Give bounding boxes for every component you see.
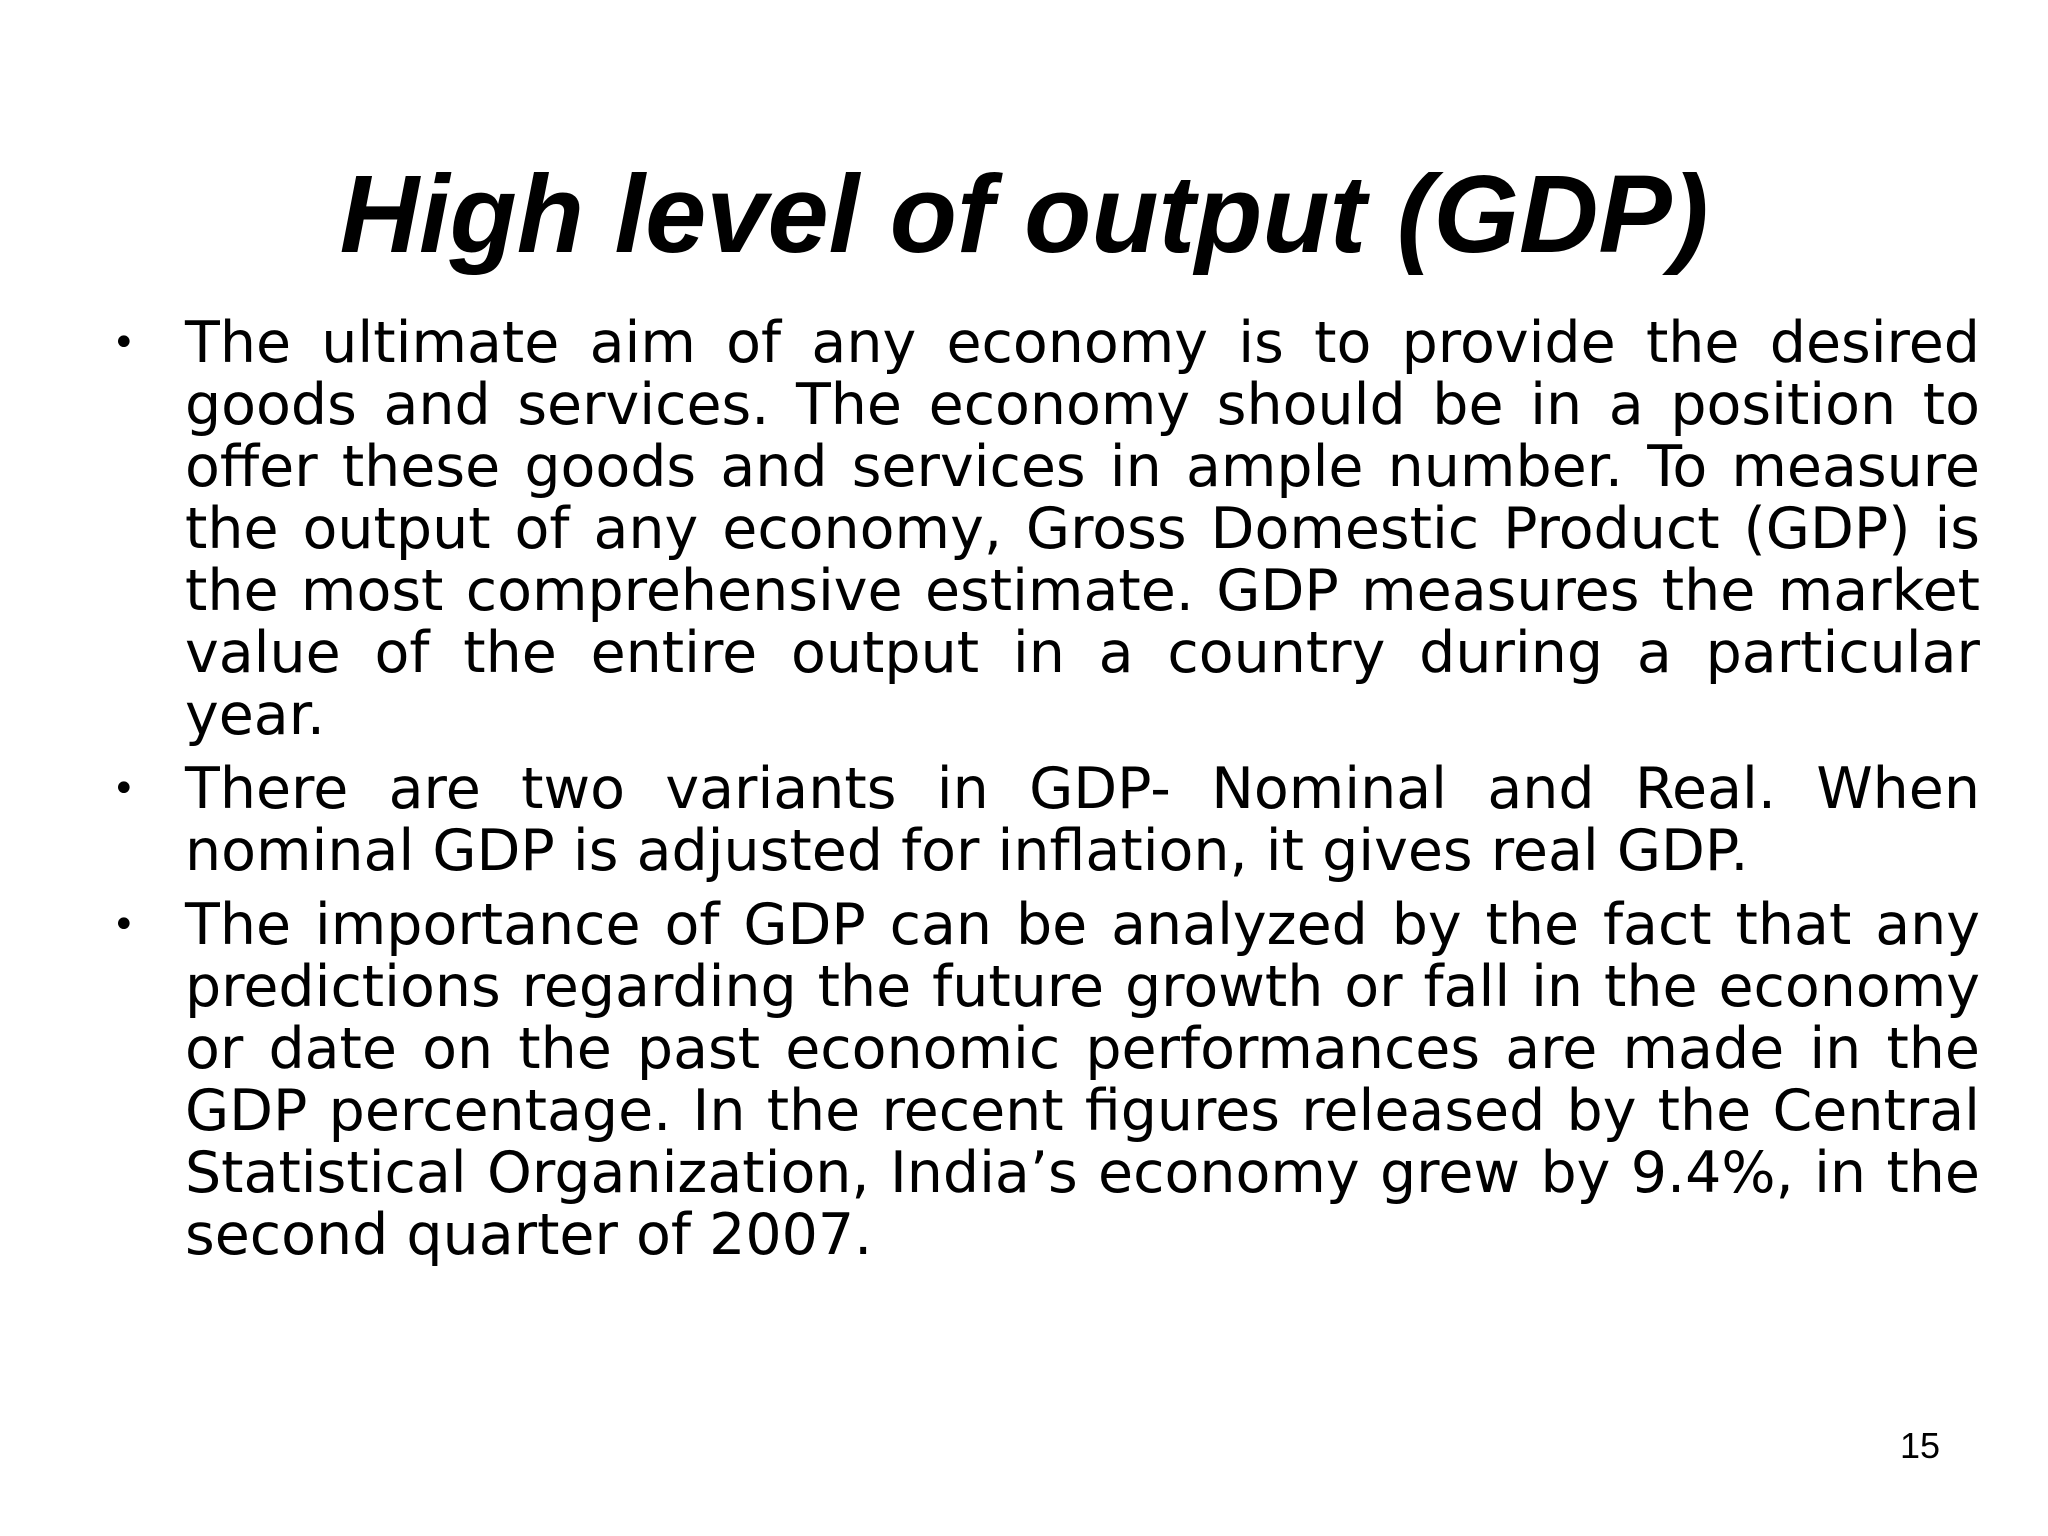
bullet-icon: • <box>112 902 136 948</box>
bullet-icon: • <box>112 766 136 812</box>
bullet-text: The importance of GDP can be analyzed by the fact that any predictions regarding the future growth or fall in the economy or date on the past economic performances are made in the GDP percentage. In the recent figures released by the Central Statistical Organization, India’s economy grew by 9.4%, in the second quarter of 2007. <box>185 892 1980 1268</box>
page-number: 15 <box>1899 1425 1940 1466</box>
bullet-icon: • <box>112 320 136 366</box>
bullet-item-3 <box>100 894 1980 1266</box>
bullet-text: The ultimate aim of any economy is to provide the desired goods and services. The economy should be in a position to offer these goods and services in ample number. To measure the output of any economy, Gross Domestic Product (GDP) is the most comprehensive estimate. GDP measures the market value of the entire output in a country during a particular year. <box>185 310 1980 748</box>
bullet-list <box>100 312 1980 1278</box>
bullet-item-1 <box>100 312 1980 746</box>
bullet-item-2 <box>100 758 1980 882</box>
slide-title: High level of output (GDP) <box>339 153 1709 276</box>
bullet-text: There are two variants in GDP- Nominal and Real. When nominal GDP is adjusted for inflation, it gives real GDP. <box>185 756 1980 884</box>
